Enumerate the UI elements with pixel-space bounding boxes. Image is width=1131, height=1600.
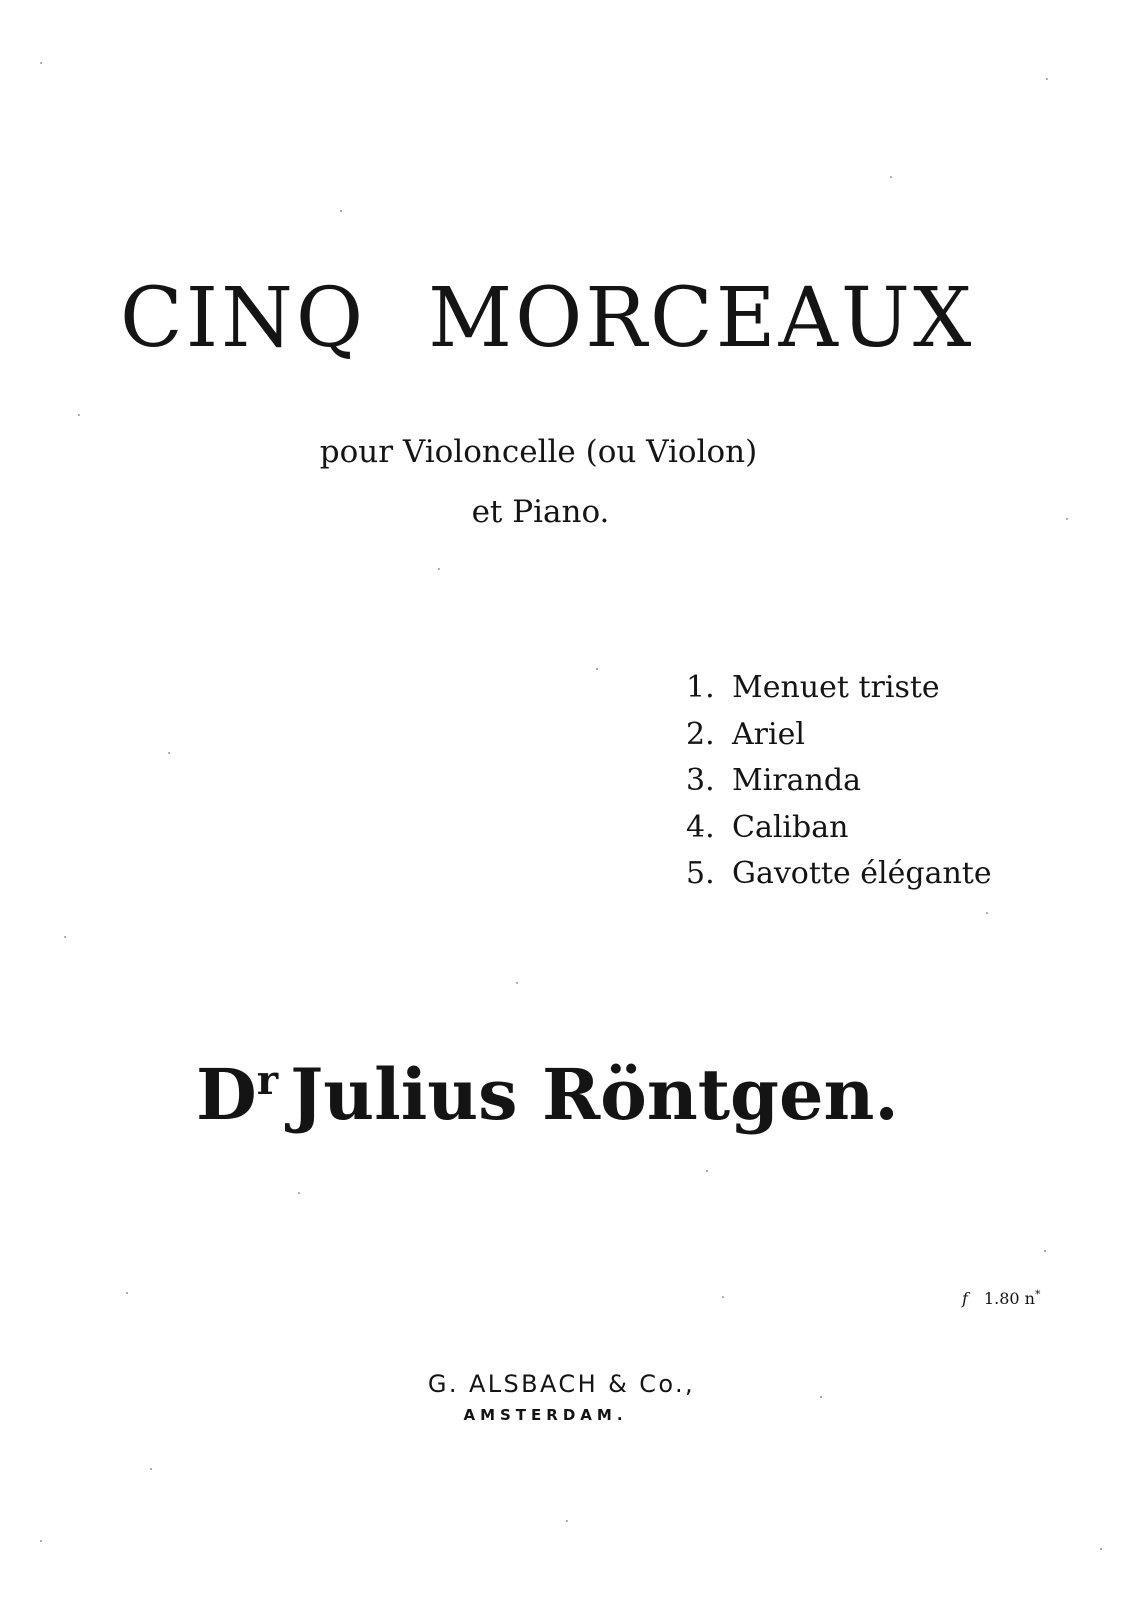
speck	[298, 1192, 300, 1194]
speck	[722, 1296, 724, 1298]
speck	[1044, 1250, 1046, 1252]
speck	[1100, 1548, 1102, 1550]
speck	[820, 1396, 822, 1398]
composer-prefix-letter: D	[196, 1053, 257, 1136]
speck	[566, 1520, 568, 1522]
composer-name	[196, 1053, 899, 1136]
price-mark: *	[1034, 1288, 1041, 1301]
composer-full-name: Julius Röntgen.	[290, 1053, 899, 1136]
instrumentation-line-1: pour Violoncelle (ou Violon)	[319, 434, 758, 470]
contents-number: 3.	[686, 763, 715, 798]
price-amount: 1.80 n	[983, 1289, 1035, 1308]
speck	[438, 568, 440, 570]
speck	[126, 1292, 128, 1294]
composer-prefix-superscript: r	[256, 1055, 279, 1104]
contents-title: Menuet triste	[732, 670, 940, 705]
contents-list	[686, 670, 992, 903]
speck	[40, 1540, 42, 1542]
publisher-city: AMSTERDAM.	[463, 1406, 628, 1424]
price-currency: f	[962, 1289, 968, 1308]
contents-number: 2.	[686, 716, 715, 752]
speck	[986, 912, 988, 914]
instrumentation-line-2: et Piano.	[471, 494, 610, 530]
title-word-2: MORCEAUX	[428, 271, 975, 366]
speck	[516, 982, 518, 984]
contents-number: 1.	[686, 670, 715, 705]
contents-title: Caliban	[732, 809, 849, 845]
publisher-name: G. ALSBACH & Co.,	[427, 1370, 696, 1398]
speck	[78, 414, 80, 416]
speck	[40, 62, 42, 64]
composer-title-prefix	[196, 1053, 278, 1136]
contents-title: Gavotte élégante	[732, 856, 992, 891]
speck	[168, 752, 170, 754]
price-label	[962, 1288, 1040, 1308]
speck	[890, 176, 892, 178]
speck	[340, 210, 342, 212]
title-word-1: CINQ	[120, 271, 367, 366]
speck	[1046, 78, 1048, 80]
speck	[706, 1170, 708, 1172]
contents-number: 5.	[686, 856, 715, 891]
contents-item	[686, 763, 992, 810]
contents-item	[686, 717, 992, 764]
speck	[64, 936, 66, 938]
contents-item	[686, 856, 992, 903]
contents-title: Miranda	[732, 763, 861, 798]
contents-number: 4.	[686, 809, 715, 845]
contents-item	[686, 810, 992, 857]
speck	[150, 1468, 152, 1470]
contents-title: Ariel	[732, 716, 805, 752]
work-title	[120, 271, 980, 366]
speck	[596, 668, 598, 670]
contents-item	[686, 670, 992, 717]
speck	[1066, 518, 1068, 520]
